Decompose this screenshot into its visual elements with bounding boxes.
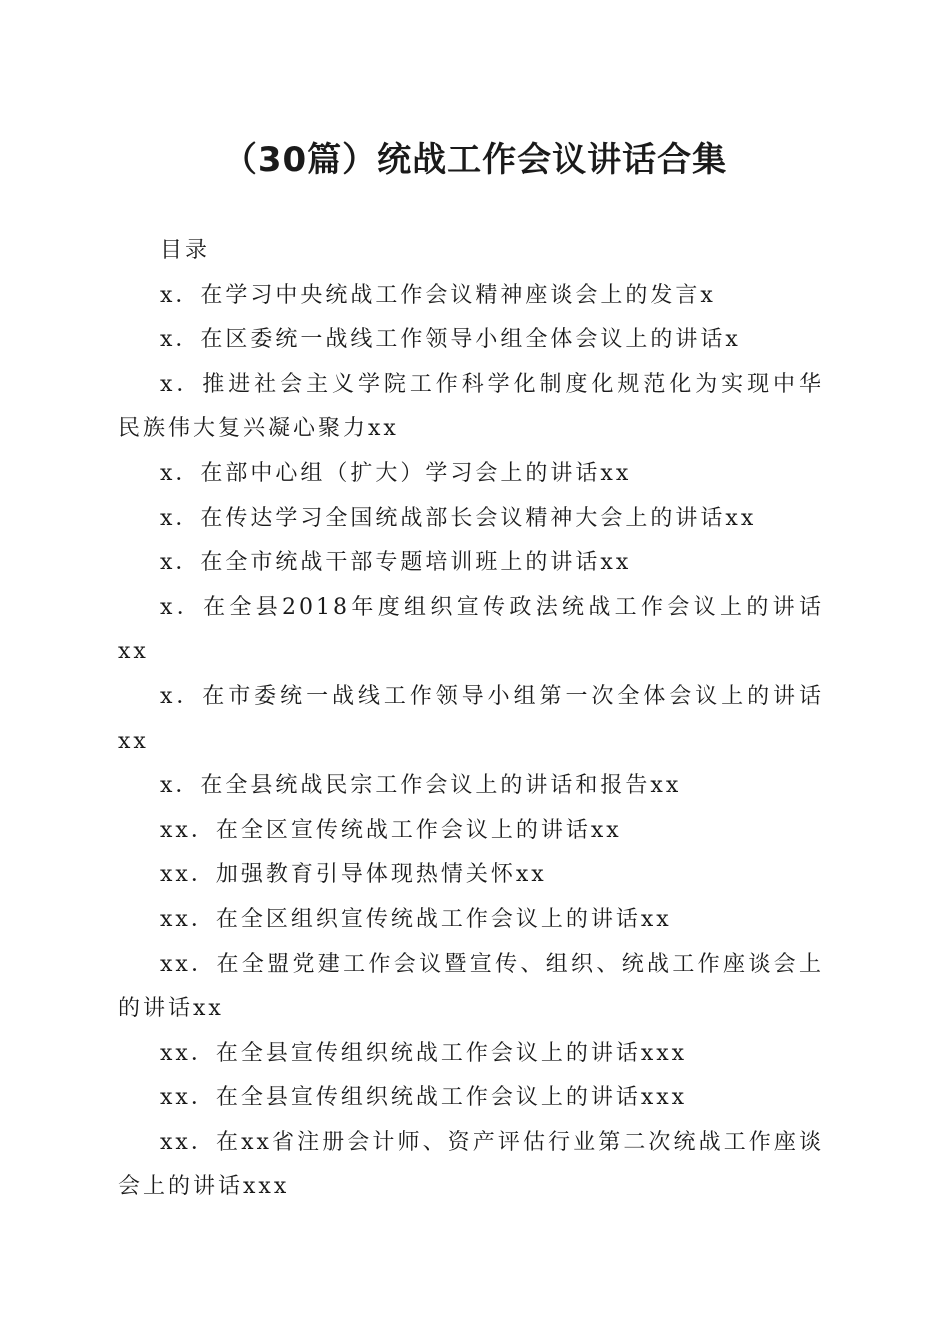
toc-item: xx．在xx省注册会计师、资产评估行业第二次统战工作座谈会上的讲话xxx [118,1129,824,1200]
toc-item: xx．加强教育引导体现热情关怀xx [160,862,547,888]
toc-item: xx．在全盟党建工作会议暨宣传、组织、统战工作座谈会上的讲话xx [118,951,824,1022]
toc-item: xx．在全区组织宣传统战工作会议上的讲话xx [160,906,672,932]
toc-list [118,274,824,1210]
toc-item: x．推进社会主义学院工作科学化制度化规范化为实现中华民族伟大复兴凝心聚力xx [118,371,824,442]
toc-item: xx．在全区宣传统战工作会议上的讲话xx [160,817,622,843]
toc-item: x．在传达学习全国统战部长会议精神大会上的讲话xx [160,505,757,531]
toc-item: x．在部中心组（扩大）学习会上的讲话xx [160,460,632,486]
toc-heading: 目录 [160,238,211,263]
toc-item: xx．在全县宣传组织统战工作会议上的讲话xxx [160,1040,688,1066]
document-title: （30篇）统战工作会议讲话合集 [222,140,728,180]
toc-item: xx．在全县宣传组织统战工作会议上的讲话xxx [160,1085,688,1111]
toc-item: x．在全县2018年度组织宣传政法统战工作会议上的讲话xx [118,594,824,665]
toc-item: x．在学习中央统战工作会议精神座谈会上的发言x [160,282,716,308]
toc-item: x．在区委统一战线工作领导小组全体会议上的讲话x [160,327,741,353]
toc-item: x．在全市统战干部专题培训班上的讲话xx [160,550,632,576]
toc-item: x．在市委统一战线工作领导小组第一次全体会议上的讲话xx [118,683,824,754]
table-of-contents [118,229,824,1210]
toc-item: x．在全县统战民宗工作会议上的讲话和报告xx [160,773,682,799]
